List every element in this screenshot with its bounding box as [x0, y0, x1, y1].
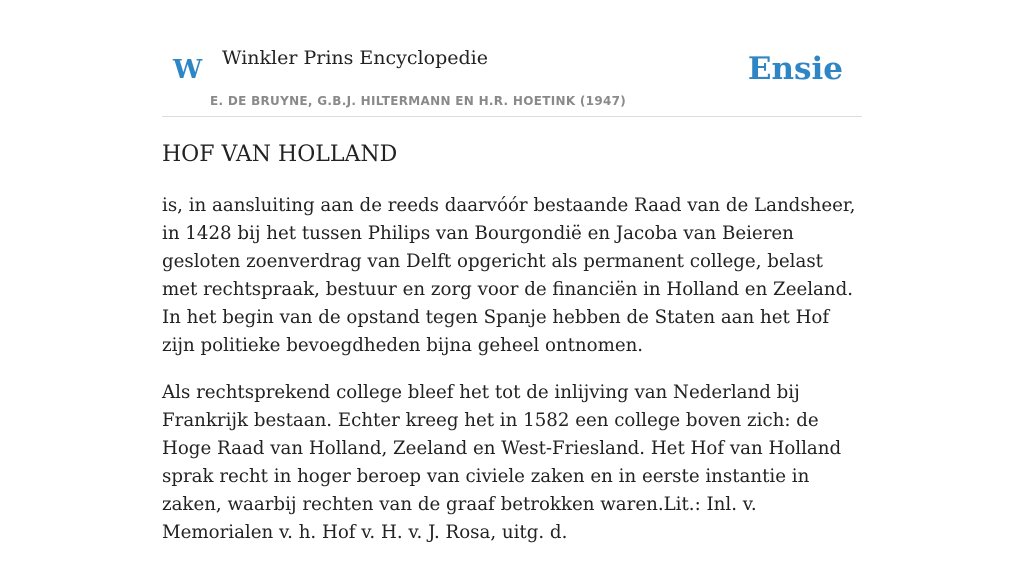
entry-body [162, 192, 862, 566]
entry-paragraph: Als rechtsprekend college bleef het tot de inlijving van Nederland bij Frankrijk bestaan. Echter kreeg het in 1582 een college boven zich: de Hoge Raad van Holland, Zeeland en West-Friesland. Het Hof van Holland sprak recht in hoger beroep van civiele zaken en in eerste instantie in zaken, waarbij rechten van de graaf betrokken waren.Lit.: Inl. v. Memorialen v. h. Hof v. H. v. J. Rosa, uitg. d. [162, 382, 842, 543]
entry-card [162, 0, 862, 543]
source-header [162, 0, 862, 117]
source-title[interactable]: Winkler Prins Encyclopedie [222, 47, 488, 69]
winkler-prins-logo: W [173, 55, 203, 85]
entry-title: HOF VAN HOLLAND [162, 142, 398, 167]
ensie-logo[interactable]: Ensie [747, 51, 843, 87]
entry-paragraph: is, in aansluiting aan de reeds daarvóór bestaande Raad van de Landsheer, in 1428 bij het tussen Philips van Bourgondië en Jacoba van Beieren gesloten zoenverdrag van Delft opgericht als permanent college, belast met rechtspraak, bestuur en zorg voor de financiën in Holland en Zeeland. In het begin van de opstand tegen Spanje hebben de Staten aan het Hof zijn politieke bevoegdheden bijna geheel ontnomen. [162, 195, 856, 356]
source-authors: E. DE BRUYNE, G.B.J. HILTERMANN EN H.R. HOETINK (1947) [210, 94, 627, 108]
